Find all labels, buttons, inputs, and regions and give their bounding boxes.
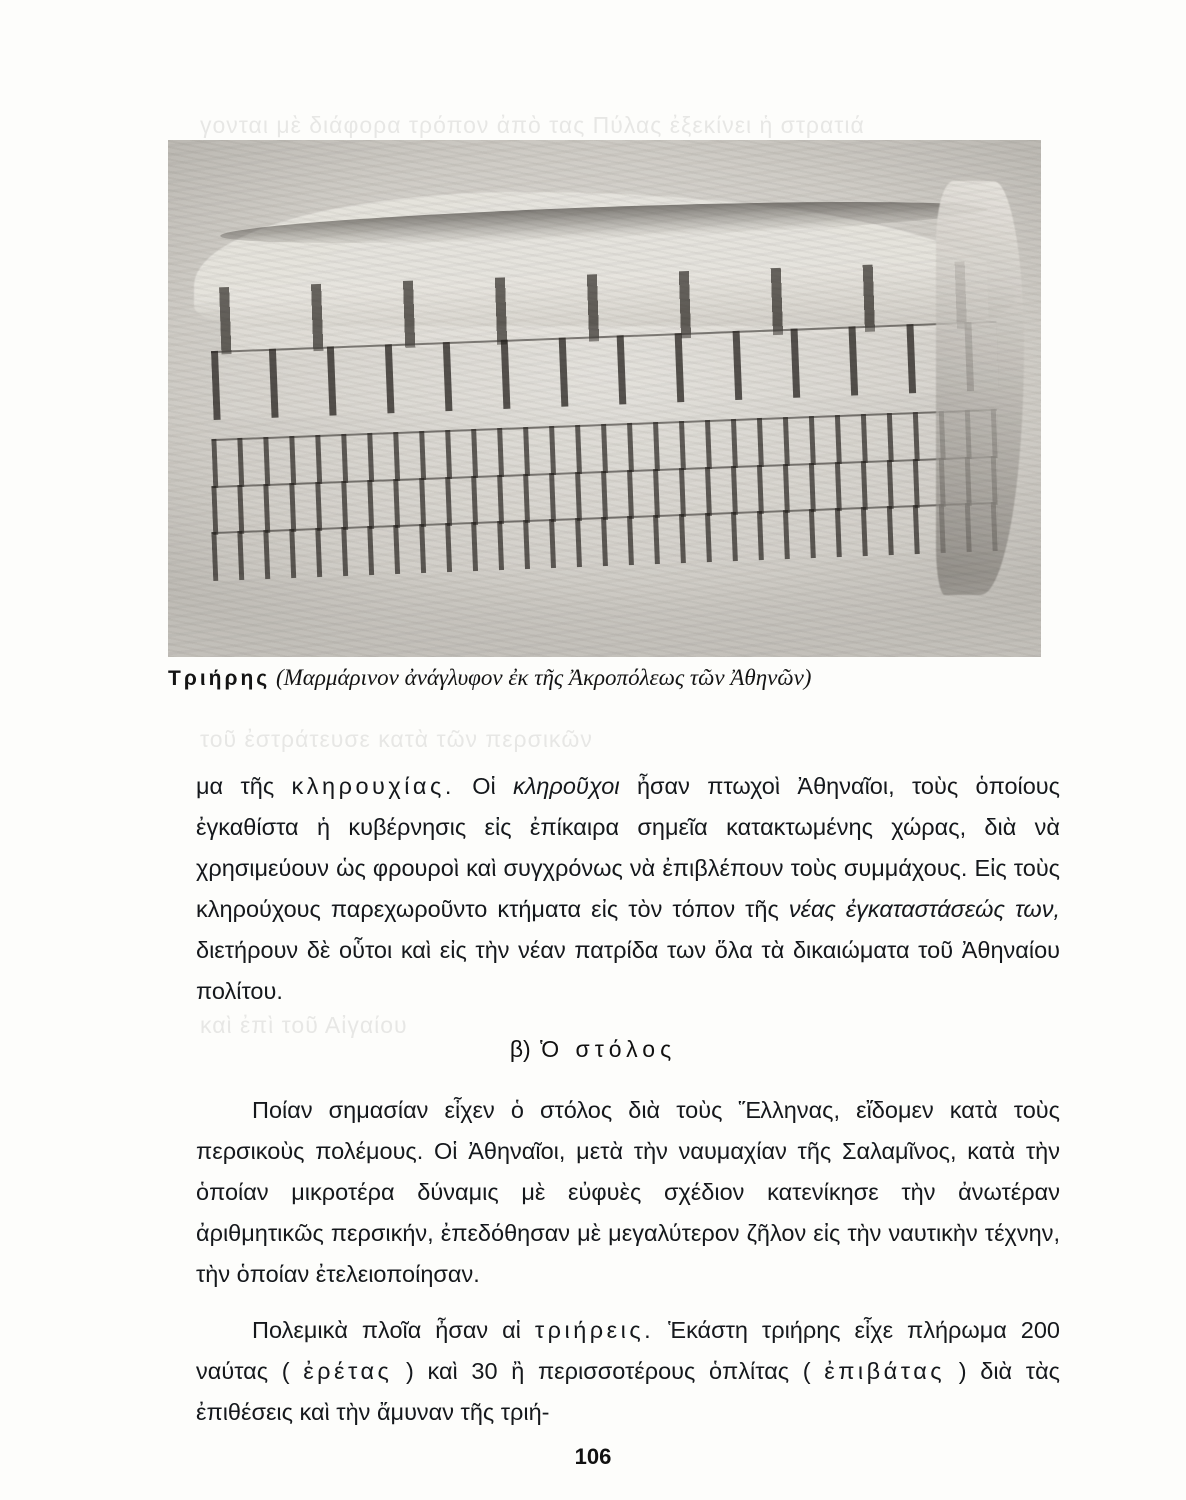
bleed-through-line-2: τοῦ ἐστράτευσε κατὰ τῶν περσικῶν xyxy=(200,726,593,752)
section-heading-text: Ὁ στόλος xyxy=(540,1036,677,1062)
photo-surface xyxy=(168,140,1041,657)
para1-keyword-kleruchias: κληρουχίας. xyxy=(291,773,455,799)
paragraph-kleruchies xyxy=(196,766,1060,1012)
para3-part1: Πολεμικὰ πλοῖα ἦσαν αἱ xyxy=(252,1317,535,1343)
para1-after: Οἱ xyxy=(454,773,514,799)
para1-italic-nea-egkatastasis: νέας ἐγκαταστάσεώς των, xyxy=(788,896,1060,922)
para3-part3: ) καὶ 30 ἢ περισσοτέρους ὁπλίτας ( xyxy=(392,1358,825,1384)
section-heading-stolos xyxy=(0,1036,1186,1063)
para1-lead: μα τῆς xyxy=(196,773,292,799)
section-heading-label: β) xyxy=(509,1036,531,1062)
paragraph-triremes xyxy=(196,1310,1060,1433)
para3-keyword-eretas: ἐρέτας xyxy=(303,1358,393,1384)
figure-caption-title: Τριήρης xyxy=(168,667,271,690)
para1-rest: ἦσαν πτωχοὶ Ἀθηναῖοι, τοὺς ὁποίους ἐγκαθίστα ἡ κυβέρνησις εἰς ἐπίκαιρα σημεῖα κατακτωμένης χώρας, διὰ νὰ χρησιμεύουν ὡς φρουροὶ καὶ συγχρόνως νὰ ἐπιβλέπουν τοὺς συμμάχους. Εἰς τοὺς κληρούχους παρεχωροῦντο κτήματα εἰς τὸν τόπον τῆς xyxy=(196,773,1060,922)
para1-italic-klerouchoi: κληροῦχοι xyxy=(513,773,620,799)
photo-grain xyxy=(168,140,1041,657)
figure-caption-description: (Μαρμάρινον ἀνάγλυφον ἐκ τῆς Ἀκροπόλεως τῶν Ἀθηνῶν) xyxy=(275,665,812,690)
para3-part2: Ἑκάστη τριήρης εἶχε πλήρωμα 200 ναύτας ( xyxy=(196,1317,1060,1384)
bleed-through-line-3: καὶ ἐπὶ τοῦ Αἰγαίου xyxy=(200,1012,408,1038)
figure-caption xyxy=(168,665,1048,691)
trireme-relief-photo xyxy=(168,140,1041,657)
bleed-through-line-1: γονται μὲ διάφορα τρόπον ἀπὸ τας Πύλας ἐξεκίνει ἡ στρατιά xyxy=(200,112,865,138)
page-number: 106 xyxy=(574,1444,612,1469)
para1-tail: διετήρουν δὲ οὗτοι καὶ εἰς τὴν νέαν πατρίδα των ὅλα τὰ δικαιώματα τοῦ Ἀθηναίου πολίτου. xyxy=(196,937,1060,1004)
para3-keyword-triireis: τριήρεις. xyxy=(534,1317,655,1343)
para3-part4: ) διὰ τὰς ἐπιθέσεις καὶ τὴν ἄμυναν τῆς τριή- xyxy=(196,1358,1060,1425)
para3-keyword-epivatas: ἐπιβάτας xyxy=(824,1358,946,1384)
paragraph-fleet-importance: Ποίαν σημασίαν εἶχεν ὁ στόλος διὰ τοὺς Ἕλληνας, εἴδομεν κατὰ τοὺς περσικοὺς πολέμους. Οἱ Ἀθηναῖοι, μετὰ τὴν ναυμαχίαν τῆς Σαλαμῖνος, κατὰ τὴν ὁποίαν μικροτέρα δύναμις μὲ εὐφυὲς σχέδιον κατενίκησε τὴν ἀνωτέραν ἀριθμητικῶς περσικήν, ἐπεδόθησαν μὲ μεγαλύτερον ζῆλον εἰς τὴν ναυτικὴν τέχνην, τὴν ὁποίαν ἐτελειοποίησαν. xyxy=(196,1097,1060,1287)
